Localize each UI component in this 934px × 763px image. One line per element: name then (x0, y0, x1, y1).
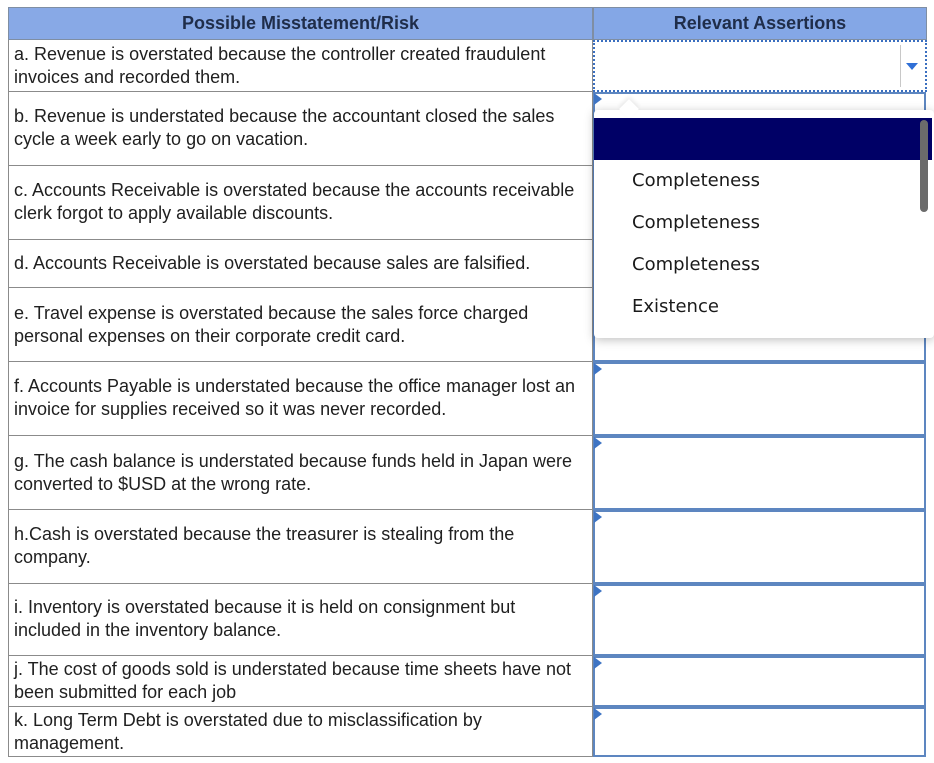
marker-icon (594, 657, 602, 669)
row-h-assertion-select[interactable] (593, 510, 926, 584)
row-k-assertion-select[interactable] (593, 707, 926, 757)
row-j-text: j. The cost of goods sold is understated because time sheets have not been submitted for each job (14, 659, 572, 702)
table-row (8, 166, 593, 240)
row-f-assertion-select[interactable] (593, 362, 926, 436)
marker-icon (594, 511, 602, 523)
table-row (8, 40, 593, 92)
table-row (8, 92, 593, 166)
row-a-assertion-select[interactable] (593, 40, 927, 92)
assertion-dropdown-menu (594, 110, 934, 338)
row-b-text: b. Revenue is understated because the accountant closed the sales cycle a week early to go on vacation. (14, 106, 555, 149)
row-c-text: c. Accounts Receivable is overstated because the accounts receivable clerk forgot to apply available discounts. (14, 180, 575, 223)
dropdown-option-highlighted[interactable] (594, 118, 932, 160)
table-row (8, 436, 593, 510)
table-row (8, 584, 593, 656)
row-d-text: d. Accounts Receivable is overstated because sales are falsified. (14, 253, 531, 273)
row-a-text: a. Revenue is overstated because the controller created fraudulent invoices and recorded them. (14, 44, 546, 87)
marker-icon (594, 363, 602, 375)
dropdown-option[interactable]: Completeness (632, 212, 760, 233)
marker-icon (594, 708, 602, 720)
table-row (8, 288, 593, 362)
row-k-text: k. Long Term Debt is overstated due to misclassification by management. (14, 710, 482, 753)
dropdown-option[interactable]: Completeness (632, 254, 760, 275)
dropdown-scrollbar[interactable] (920, 120, 928, 212)
chevron-down-icon[interactable] (906, 63, 918, 70)
table-row (8, 707, 593, 757)
header-assertions: Relevant Assertions (593, 7, 927, 40)
row-f-text: f. Accounts Payable is understated because the office manager lost an invoice for supplies received so it was never recorded. (14, 376, 576, 419)
row-i-assertion-select[interactable] (593, 584, 926, 656)
table-row (8, 240, 593, 288)
table-row (8, 656, 593, 707)
row-i-text: i. Inventory is overstated because it is held on consignment but included in the inventory balance. (14, 597, 516, 640)
row-g-assertion-select[interactable] (593, 436, 926, 510)
dropdown-option[interactable]: Existence (632, 296, 719, 317)
table-row (8, 362, 593, 436)
table-row (8, 510, 593, 584)
select-divider (900, 45, 901, 87)
header-misstatement: Possible Misstatement/Risk (8, 7, 593, 40)
dropdown-option[interactable]: Completeness (632, 170, 760, 191)
marker-icon (594, 585, 602, 597)
marker-icon (594, 93, 602, 105)
row-h-text: h.Cash is overstated because the treasurer is stealing from the company. (14, 524, 515, 567)
row-j-assertion-select[interactable] (593, 656, 926, 707)
row-e-text: e. Travel expense is overstated because the sales force charged personal expenses on their corporate credit card. (14, 303, 529, 346)
marker-icon (594, 437, 602, 449)
row-g-text: g. The cash balance is understated because funds held in Japan were converted to $USD at the wrong rate. (14, 451, 573, 494)
